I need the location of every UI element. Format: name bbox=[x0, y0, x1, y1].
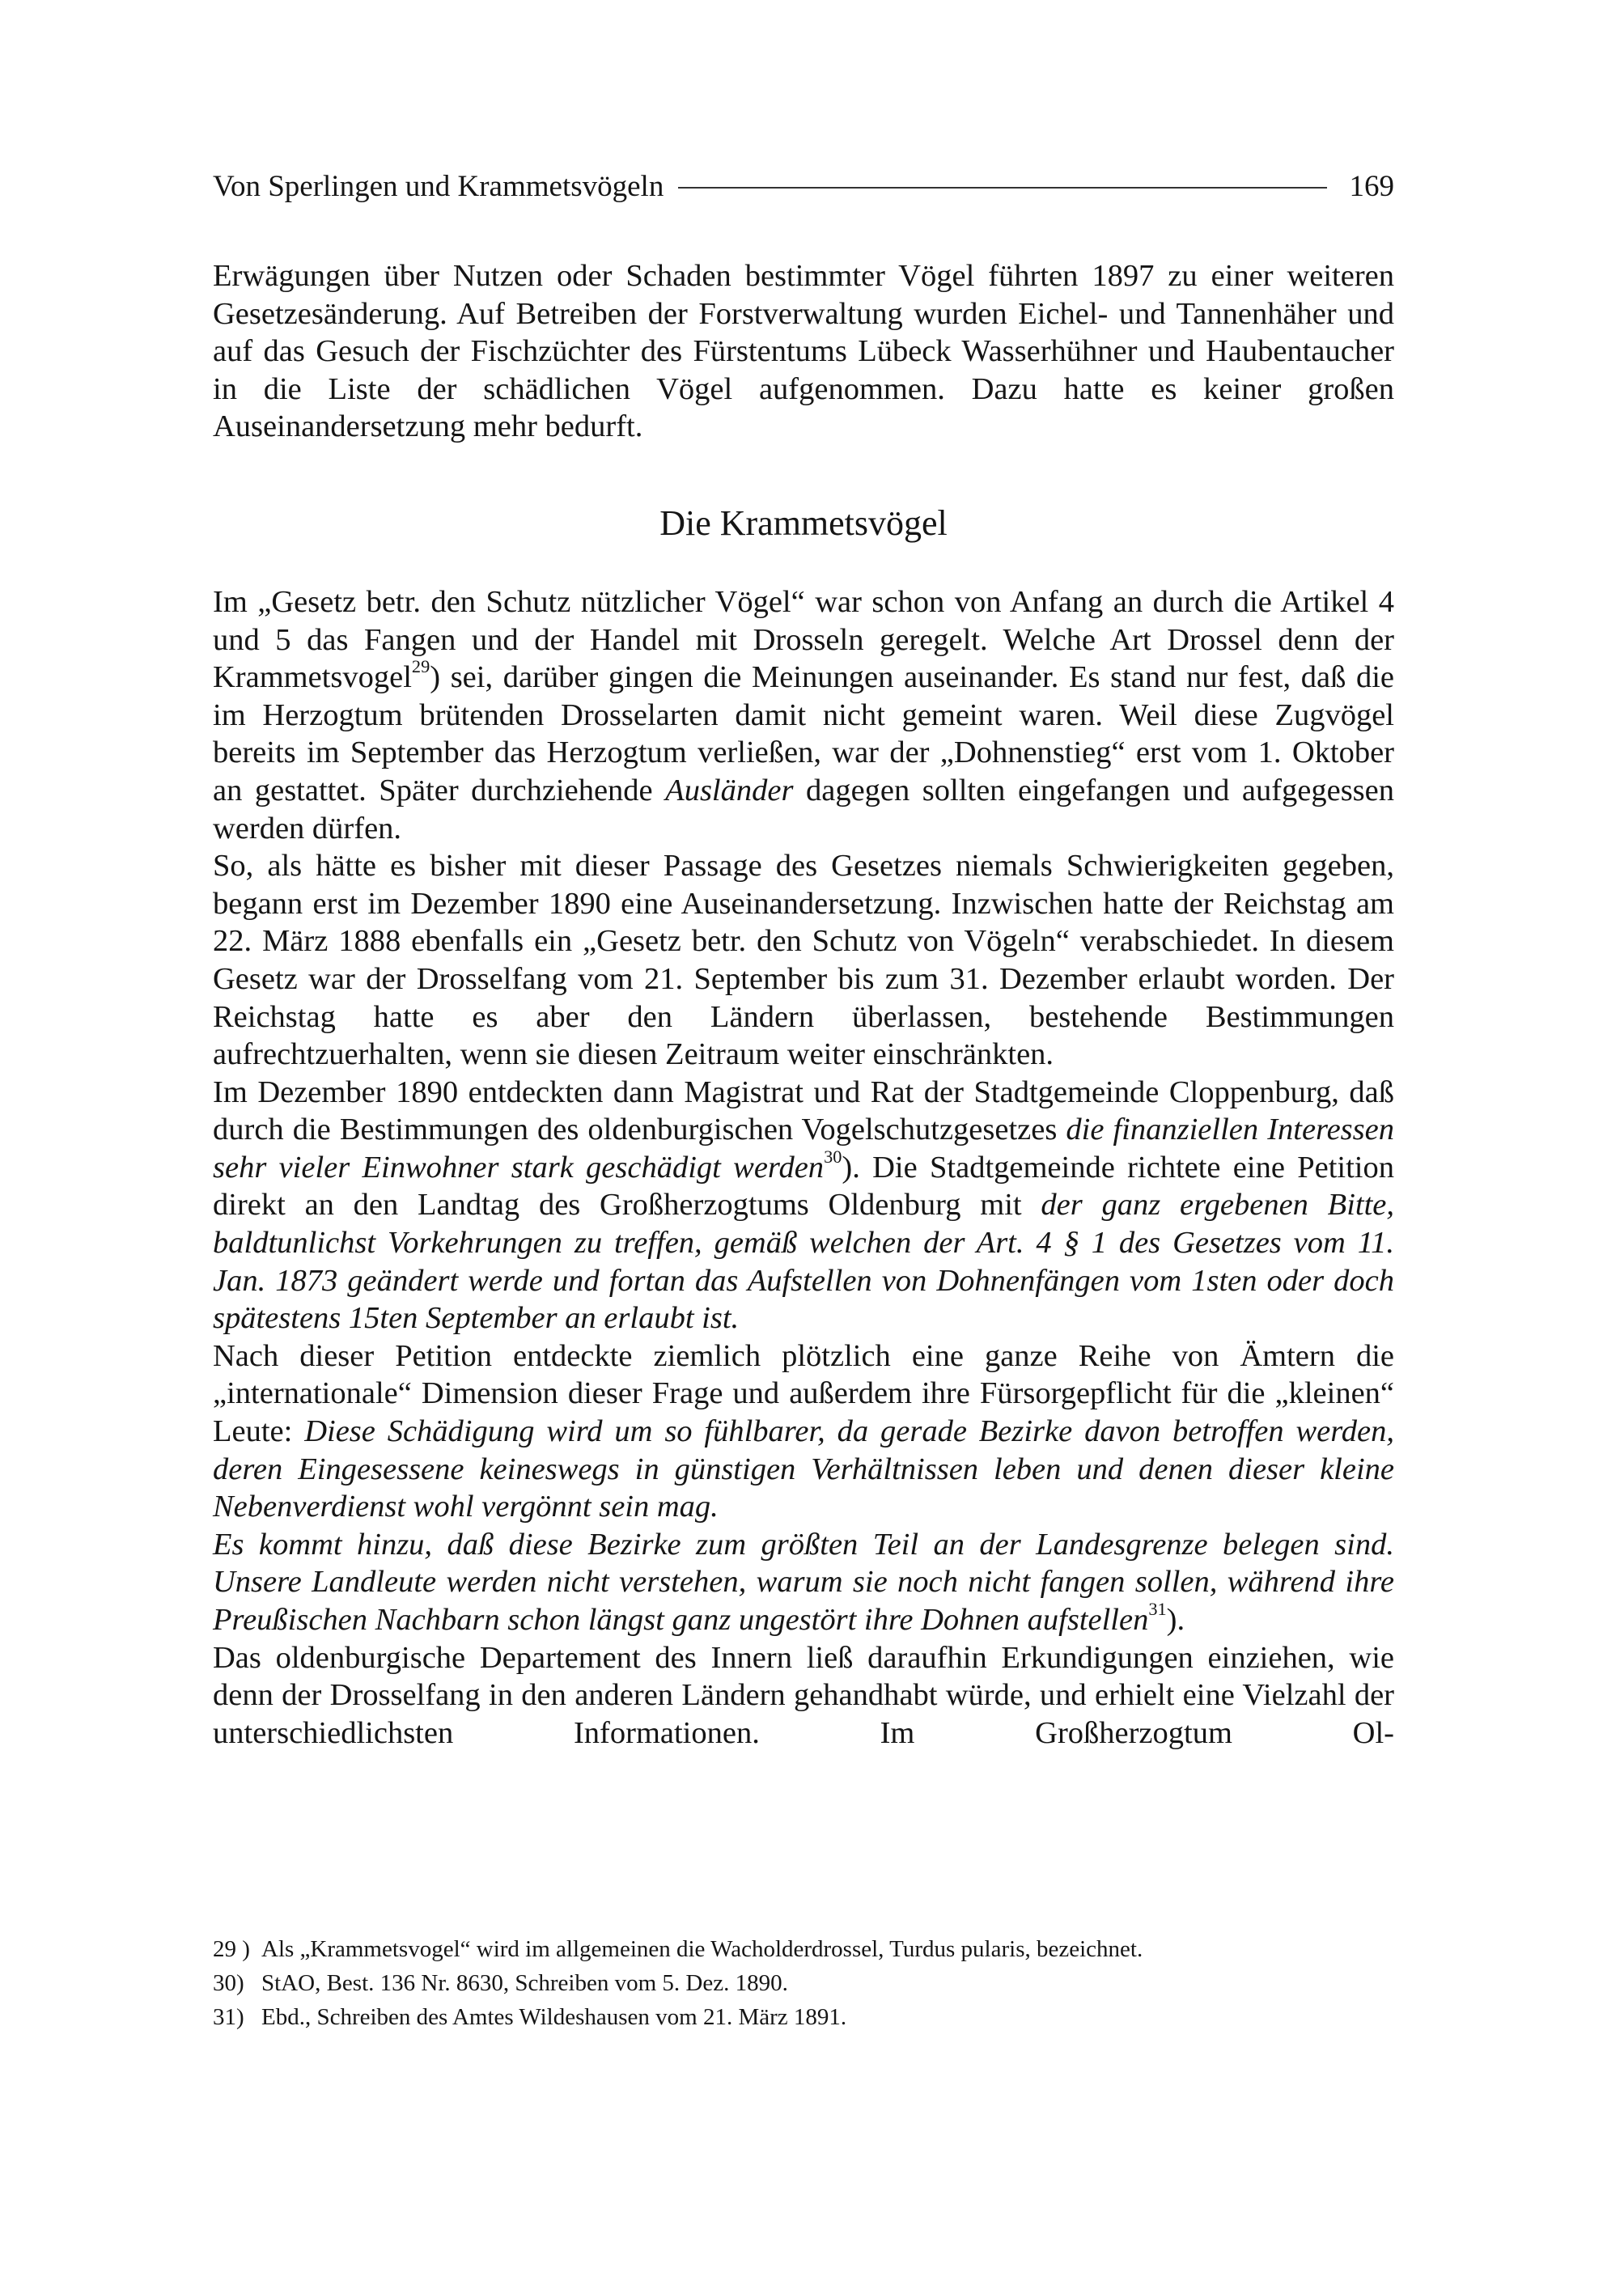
text-run: dagegen sollten eingefangen und aufgegessen werden dürfen. bbox=[213, 773, 1395, 846]
footnotes bbox=[213, 1934, 1394, 2036]
header-rule bbox=[678, 187, 1326, 189]
text-run: Im „Gesetz betr. den Schutz nützlicher Vögel“ war schon von Anfang an durch die Artikel 4 und 5 das Fangen und der Handel mit Drosseln geregelt. Welche Art Drossel denn der Krammetsvogel bbox=[213, 584, 1394, 695]
running-title: Von Sperlingen und Krammetsvögeln bbox=[213, 169, 664, 203]
italic-quote: die finanziellen Interessen sehr vieler Einwohner stark geschädigt werden bbox=[213, 1113, 1394, 1185]
footnote bbox=[213, 1934, 1394, 1965]
paragraph: So, als hätte es bisher mit dieser Passage des Gesetzes niemals Schwierigkeiten gegeben, begann erst im Dezember 1890 eine Auseinandersetzung. Inzwischen hatte der Reichstag am 22. März 1888 ebenfalls ein „Gesetz betr. den Schutz von Vögeln“ verabschiedet. In diesem Gesetz war der Drosselfang vom 21. September bis zum 31. Dezember erlaubt worden. Der Reichstag hatte es aber den Ländern überlassen, bestehende Bestimmungen aufrechtzuerhalten, wenn sie diesen Zeitraum weiter einschränkten. bbox=[213, 849, 1394, 1072]
paragraph bbox=[213, 1526, 1394, 1639]
footnote-ref: 29 bbox=[411, 656, 430, 677]
paragraph bbox=[213, 1337, 1394, 1526]
footnote-text: StAO, Best. 136 Nr. 8630, Schreiben vom 5. Dez. 1890. bbox=[261, 1970, 788, 1996]
running-header bbox=[213, 162, 1394, 210]
text-run: Nach dieser Petition entdeckte ziemlich plötzlich eine ganze Reihe von Ämtern die „internationale“ Dimension dieser Frage und außerdem ihre Fürsorgepflicht für die „kleinen“ Leute: bbox=[213, 1338, 1394, 1449]
page-number: 169 bbox=[1349, 169, 1394, 203]
text-run: ). bbox=[1166, 1603, 1185, 1637]
footnote-number: 31) bbox=[213, 2004, 244, 2030]
text-run: Im Dezember 1890 entdeckten dann Magistrat und Rat der Stadtgemeinde Cloppenburg, daß durch die Bestimmungen des oldenburgischen Vogelschutzgesetzes bbox=[213, 1074, 1394, 1147]
paragraph bbox=[213, 1074, 1394, 1337]
footnote bbox=[213, 2002, 1394, 2032]
italic-quote: Diese Schädigung wird um so fühlbarer, da gerade Bezirke davon betroffen werden, deren Eingesessene keineswegs in günstigen Verhältnissen leben und denen dieser kleine Nebenverdienst wohl vergönnt sein mag. bbox=[213, 1414, 1394, 1524]
italic-quote: der ganz ergebenen Bitte, baldtunlichst Vorkehrungen zu treffen, gemäß welchen der Art. 4 § 1 des Gesetzes vom 11. Jan. 1873 geändert werde und fortan das Aufstellen von Dohnenfängen vom 1sten oder doch spätestens 15ten September an erlaubt ist. bbox=[213, 1188, 1394, 1336]
paragraph: Erwägungen über Nutzen oder Schaden bestimmter Vögel führten 1897 zu einer weiteren Gesetzesänderung. Auf Betreiben der Forstverwaltung wurden Eichel- und Tannenhäher und auf das Gesuch der Fischzüchter des Fürstentums Lübeck Wasserhühner und Haubentaucher in die Liste der schädlichen Vögel aufgenommen. Dazu hatte es keiner großen Auseinandersetzung mehr bedurft. bbox=[213, 259, 1394, 444]
footnote-number: 30) bbox=[213, 1970, 244, 1996]
italic-run: Ausländer bbox=[665, 773, 794, 807]
footnote-text: Ebd., Schreiben des Amtes Wildeshausen vom 21. März 1891. bbox=[261, 2004, 847, 2030]
section-heading: Die Krammetsvögel bbox=[659, 502, 948, 543]
body-text bbox=[213, 257, 1394, 1752]
footnote-ref: 31 bbox=[1148, 1599, 1167, 1620]
footnote bbox=[213, 1968, 1394, 1998]
paragraph: Das oldenburgische Departement des Innern ließ daraufhin Erkundigungen einziehen, wie denn der Drosselfang in den anderen Ländern gehandhabt würde, und erhielt eine Vielzahl der unterschiedlichsten Informationen. Im Großherzogtum Ol- bbox=[213, 1640, 1394, 1750]
footnote-number: 29 ) bbox=[213, 1936, 250, 1962]
footnote-text: Als „Krammetsvogel“ wird im allgemeinen die Wacholderdrossel, Turdus pularis, bezeichnet. bbox=[261, 1936, 1143, 1962]
text-run: ) sei, darüber gingen die Meinungen auseinander. Es stand nur fest, daß die im Herzogtum brütenden Drosselarten damit nicht gemeint waren. Weil diese Zugvögel bereits im September das Herzogtum verließen, war der „Dohnenstieg“ erst vom 1. Oktober an gestattet. Später durchziehende bbox=[213, 660, 1394, 807]
footnote-ref: 30 bbox=[824, 1146, 842, 1168]
text-run: ). Die Stadtgemeinde richtete eine Petition direkt an den Landtag des Großherzogtums Oldenburg mit bbox=[213, 1150, 1394, 1223]
paragraph bbox=[213, 583, 1394, 847]
italic-quote: Es kommt hinzu, daß diese Bezirke zum größten Teil an der Landesgrenze belegen sind. Unsere Landleute werden nicht verstehen, warum sie noch nicht fangen sollen, während ihre Preußischen Nachbarn schon längst ganz ungestört ihre Dohnen aufstellen bbox=[213, 1527, 1394, 1637]
